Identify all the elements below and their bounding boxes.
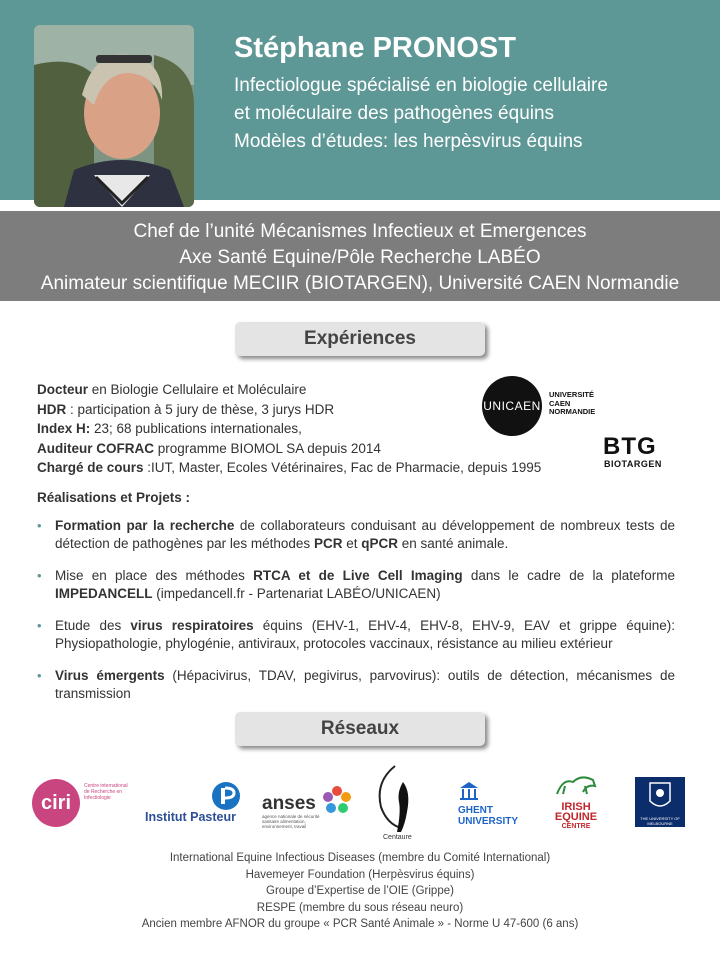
network-item: RESPE (membre du sous réseau neuro) <box>256 901 464 914</box>
bullet-icon: • <box>37 668 42 683</box>
network-item: Groupe d’Expertise de l’OIE (Grippe) <box>266 885 454 897</box>
bullet-icon: • <box>37 518 42 533</box>
irish-equine-logo: IRISH EQUINE CENTRE <box>554 801 598 830</box>
pasteur-logo-icon <box>212 782 240 810</box>
anses-logo-text: agence nationale de sécurité sanitaire alimentation, environnement, travail <box>262 814 320 829</box>
subtitle-line: Infectiologue spécialisé en biologie cellulaire <box>234 75 608 96</box>
experience-item: HDR : participation à 5 jury de thèse, 3 jurys HDR <box>37 401 335 417</box>
list-item: • Mise en place des méthodes RTCA et de Live Cell Imaging dans le cadre de la plateforme IMPEDANCELL (impedancell.fr - Partenariat LABÉO/UNICAEN) <box>37 568 675 601</box>
ghent-logo: GHENT UNIVERSITY <box>458 805 519 827</box>
network-item: Ancien membre AFNOR du groupe « PCR Santé Animale » - Norme U 47-600 (6 ans) <box>141 918 579 930</box>
reseaux-heading: Réseaux <box>235 712 485 746</box>
role-line: Axe Santé Equine/Pôle Recherche LABÉO <box>179 247 541 268</box>
ghent-logo-icon <box>458 780 480 802</box>
unicaen-logo: UNICAEN <box>482 376 542 436</box>
projects-list <box>37 517 675 717</box>
biotargen-logo-text: BIOTARGEN <box>604 459 662 469</box>
experience-item: Auditeur COFRAC programme BIOMOL SA depuis 2014 <box>37 440 381 456</box>
person-subtitle <box>234 72 704 156</box>
anses-logo: anses <box>262 793 316 814</box>
network-item: International Equine Infectious Diseases (membre du Comité International) <box>169 852 551 864</box>
realisations-title: Réalisations et Projets : <box>37 490 191 505</box>
list-item: • Virus émergents (Hépacivirus, TDAV, pegivirus, parvovirus): outils de détection, mécanismes de transmission <box>37 668 675 701</box>
pasteur-logo: Institut Pasteur <box>145 810 236 824</box>
centaure-logo-icon <box>375 762 425 834</box>
role-line: Chef de l’unité Mécanismes Infectieux et Emergences <box>133 221 587 242</box>
roles-banner <box>0 211 720 301</box>
experience-list <box>37 380 541 478</box>
list-item: • Etude des virus respiratoires équins (EHV-1, EHV-4, EHV-8, EHV-9, EAV et grippe équine): Physiopathologie, phylogénie, antiviraux, protocoles vaccinaux, résistance au milieu extérieur <box>37 618 676 651</box>
anses-flower-icon <box>322 785 352 815</box>
network-item: Havemeyer Foundation (Herpèsvirus équins) <box>245 868 475 881</box>
bullet-icon: • <box>37 568 42 583</box>
profile-photo <box>34 25 194 207</box>
experience-item: Index H: 23; 68 publications internationales, <box>37 421 302 436</box>
centaure-logo: Centaure <box>383 834 412 841</box>
person-name: Stéphane PRONOST <box>234 32 516 64</box>
subtitle-line: Modèles d’études: les herpèsvirus équins <box>234 131 583 152</box>
ciri-logo-text: Centre international de Recherche en Infectiologie <box>84 783 128 801</box>
experience-item: Docteur en Biologie Cellulaire et Moléculaire <box>37 382 307 397</box>
ciri-logo: ciri <box>32 779 80 827</box>
unicaen-logo-text: UNIVERSITÉ CAEN NORMANDIE <box>549 390 596 416</box>
experience-item: Chargé de cours :IUT, Master, Ecoles Vétérinaires, Fac de Pharmacie, depuis 1995 <box>37 460 542 475</box>
subtitle-line: et moléculaire des pathogènes équins <box>234 103 555 124</box>
biotargen-logo: BTG <box>603 433 657 460</box>
bullet-icon: • <box>37 618 42 633</box>
role-line: Animateur scientifique MECIIR (BIOTARGEN), Université CAEN Normandie <box>40 273 680 294</box>
networks-list <box>0 850 720 933</box>
melbourne-logo-text: THE UNIVERSITY OF MELBOURNE <box>640 816 680 826</box>
irish-equine-logo-icon <box>553 772 599 800</box>
list-item: • Formation par la recherche de collaborateurs conduisant au développement de nombreux tests de détection de pathogènes par les méthodes PCR et qPCR en santé animale. <box>37 518 676 551</box>
experiences-heading: Expériences <box>235 322 485 356</box>
